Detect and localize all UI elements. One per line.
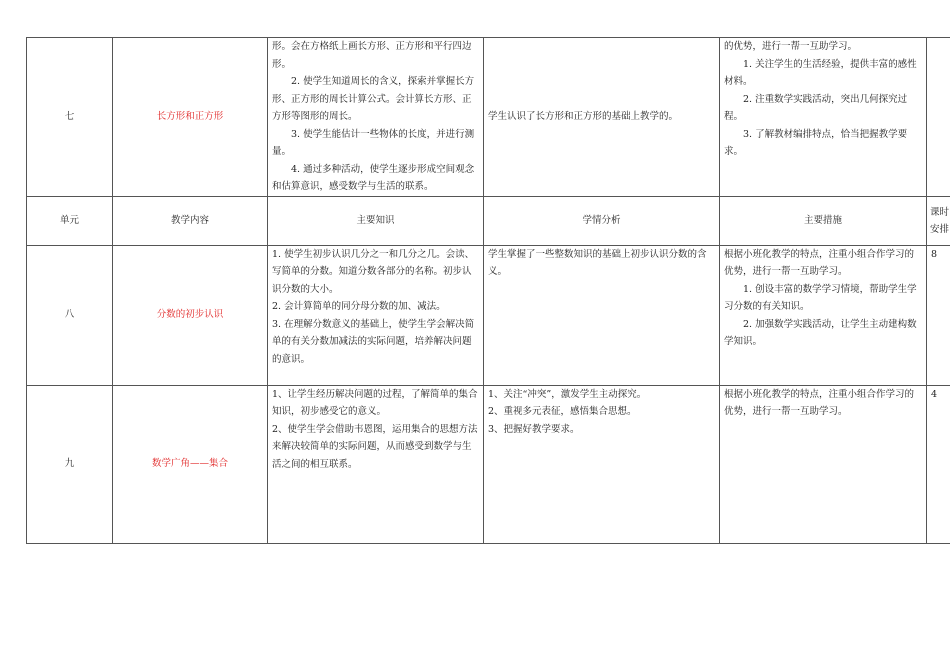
teaching-plan-table [26,37,950,544]
analysis-cell [484,245,720,385]
measures-line: 根据小班化教学的特点，注重小组合作学习的优势，进行一帮一互助学习。 [724,248,915,277]
measures-line: 3. 了解教材编排特点，恰当把握教学要求。 [724,128,908,157]
knowledge-line: 2. 使学生知道周长的含义，探索并掌握长方形、正方形的周长计算公式。会计算长方形、正方形等图形的周长。 [272,76,475,122]
table-row [27,38,950,197]
content-cell: 数学广角——集合 [113,385,268,543]
knowledge-line: 4. 通过多种活动，使学生逐步形成空间观念和估算意识，感受数学与生活的联系。 [272,163,475,192]
knowledge-cell [268,245,484,385]
hours-cell [927,38,950,197]
unit-cell: 九 [27,385,113,543]
knowledge-cell [268,385,484,543]
analysis-cell [484,385,720,543]
knowledge-line: 3. 在理解分数意义的基础上，使学生学会解决简单的有关分数加减法的实际问题，培养解决问题的意识。 [272,318,475,365]
header-measures: 主要措施 [720,196,927,245]
unit-cell: 七 [27,38,113,197]
knowledge-line: 3. 使学生能估计一些物体的长度，并进行测量。 [272,128,475,157]
unit-cell: 八 [27,245,113,385]
measures-line: 的优势，进行一帮一互助学习。 [724,41,858,52]
knowledge-line: 1. 使学生初步认识几分之一和几分之几。会读、写简单的分数。知道分数各部分的名称。初步认识分数的大小。 [272,248,475,295]
knowledge-line: 2、使学生学会借助韦恩图，运用集合的思想方法来解决较简单的实际问题，从而感受到数学与生活之间的相互联系。 [272,423,478,470]
measures-line: 2. 注重数学实践活动，突出几何探究过程。 [724,93,908,122]
knowledge-line: 2. 会计算简单的同分母分数的加、减法。 [272,301,446,312]
measures-line: 2. 加强数学实践活动，让学生主动建构数学知识。 [724,318,917,347]
measures-line: 根据小班化教学的特点，注重小组合作学习的优势，进行一帮一互助学习。 [724,388,915,417]
header-hours: 课时安排 [927,196,950,245]
knowledge-line: 1、让学生经历解决问题的过程，了解简单的集合知识，初步感受它的意义。 [272,388,478,417]
header-row [27,196,950,245]
measures-line: 1. 关注学生的生活经验，提供丰富的感性材料。 [724,58,917,87]
analysis-line: 3、把握好教学要求。 [488,423,580,435]
table-row [27,245,950,385]
measures-cell [720,245,927,385]
analysis-line: 2、重视多元表征，感悟集合思想。 [488,406,637,417]
header-knowledge: 主要知识 [268,196,484,245]
analysis-line: 学生掌握了一些整数知识的基础上初步认识分数的含义。 [488,248,707,277]
hours-cell: 8 [927,245,950,385]
measures-line: 1. 创设丰富的数学学习情境，帮助学生学习分数的有关知识。 [724,283,917,312]
header-unit: 单元 [27,196,113,245]
analysis-line: 1、关注“冲突”，激发学生主动探究。 [488,388,647,400]
header-content: 教学内容 [113,196,268,245]
knowledge-cell [268,38,484,197]
content-cell: 长方形和正方形 [113,38,268,197]
measures-cell [720,385,927,543]
hours-cell: 4 [927,385,950,543]
table-row [27,385,950,543]
measures-cell [720,38,927,197]
header-analysis: 学情分析 [484,196,720,245]
analysis-line: 学生认识了长方形和正方形的基础上教学的。 [488,111,679,122]
knowledge-line: 形。会在方格纸上画长方形、正方形和平行四边形。 [272,41,472,70]
analysis-cell [484,38,720,197]
content-cell: 分数的初步认识 [113,245,268,385]
